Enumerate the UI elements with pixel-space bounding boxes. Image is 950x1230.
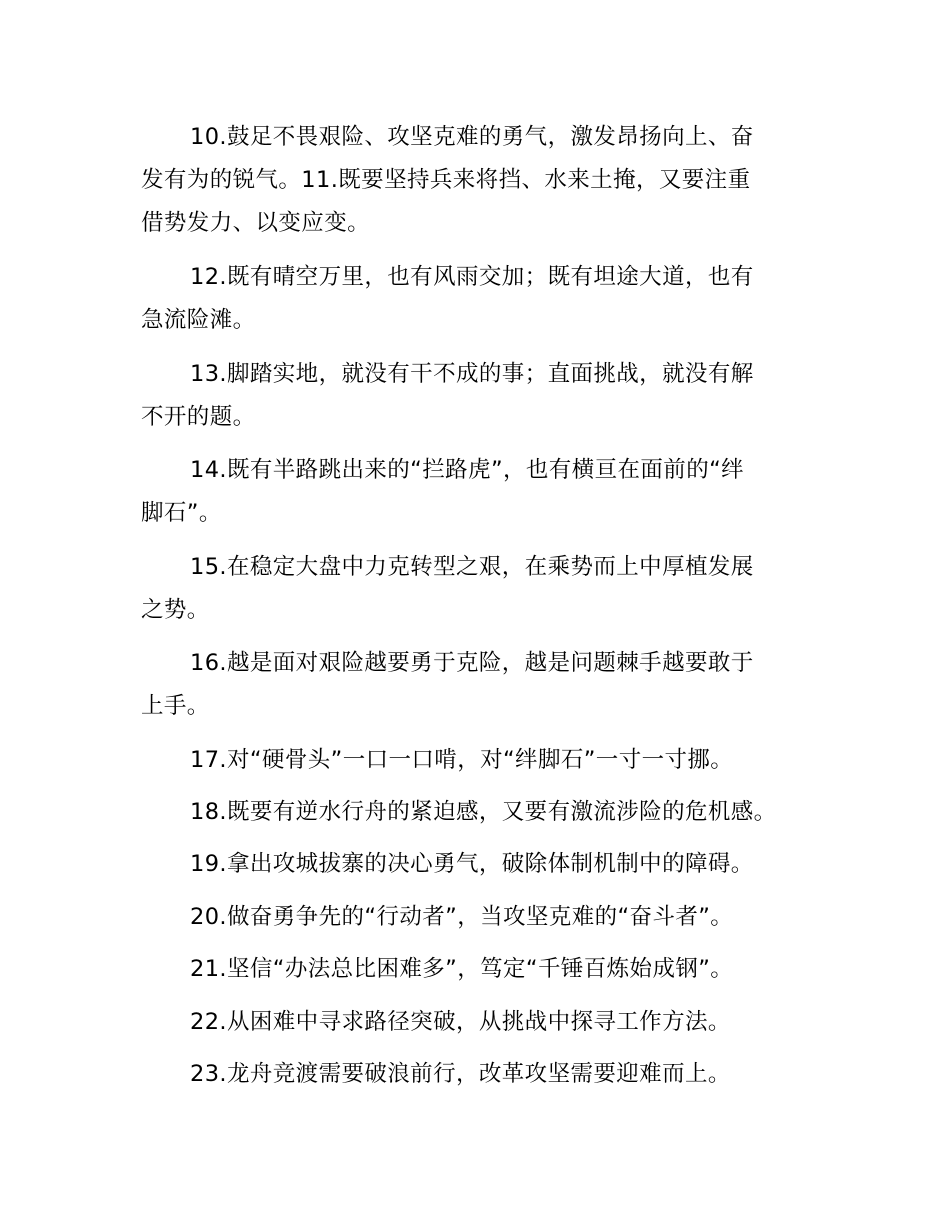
paragraph-14-line-2: 脚石”。	[141, 500, 222, 526]
paragraph-15-line-1: 15.在稳定大盘中力克转型之艰，在乘势而上中厚植发展	[190, 554, 754, 580]
paragraph-15-line-2: 之势。	[141, 597, 210, 623]
paragraph-14-line-1: 14.既有半路跳出来的“拦路虎”，也有横亘在面前的“绊	[190, 457, 745, 483]
paragraph-10-line-2: 发有为的锐气。11.既要坚持兵来将挡、水来土掩，又要注重	[141, 167, 751, 193]
paragraph-13-line-2: 不开的题。	[141, 404, 256, 430]
paragraph-18: 18.既要有逆水行舟的紧迫感，又要有激流涉险的危机感。	[190, 799, 777, 825]
paragraph-19: 19.拿出攻城拔寨的决心勇气，破除体制机制中的障碍。	[190, 851, 754, 877]
paragraph-23: 23.龙舟竞渡需要破浪前行，改革攻坚需要迎难而上。	[190, 1061, 731, 1087]
paragraph-20: 20.做奋勇争先的“行动者”，当攻坚克难的“奋斗者”。	[190, 904, 734, 930]
paragraph-17: 17.对“硬骨头”一口一口啃，对“绊脚石”一寸一寸挪。	[190, 747, 734, 773]
paragraph-21: 21.坚信“办法总比困难多”，笃定“千锤百炼始成钢”。	[190, 956, 734, 982]
paragraph-10-line-1: 10.鼓足不畏艰险、攻坚克难的勇气，激发昂扬向上、奋	[190, 124, 754, 150]
paragraph-10-line-3: 借势发力、以变应变。	[141, 210, 371, 236]
paragraph-16-line-2: 上手。	[141, 693, 210, 719]
paragraph-13-line-1: 13.脚踏实地，就没有干不成的事；直面挑战，就没有解	[190, 361, 754, 387]
paragraph-12-line-2: 急流险滩。	[141, 307, 256, 333]
paragraph-12-line-1: 12.既有晴空万里，也有风雨交加；既有坦途大道，也有	[190, 264, 754, 290]
paragraph-22: 22.从困难中寻求路径突破，从挑战中探寻工作方法。	[190, 1009, 731, 1035]
paragraph-16-line-1: 16.越是面对艰险越要勇于克险，越是问题棘手越要敢于	[190, 650, 754, 676]
